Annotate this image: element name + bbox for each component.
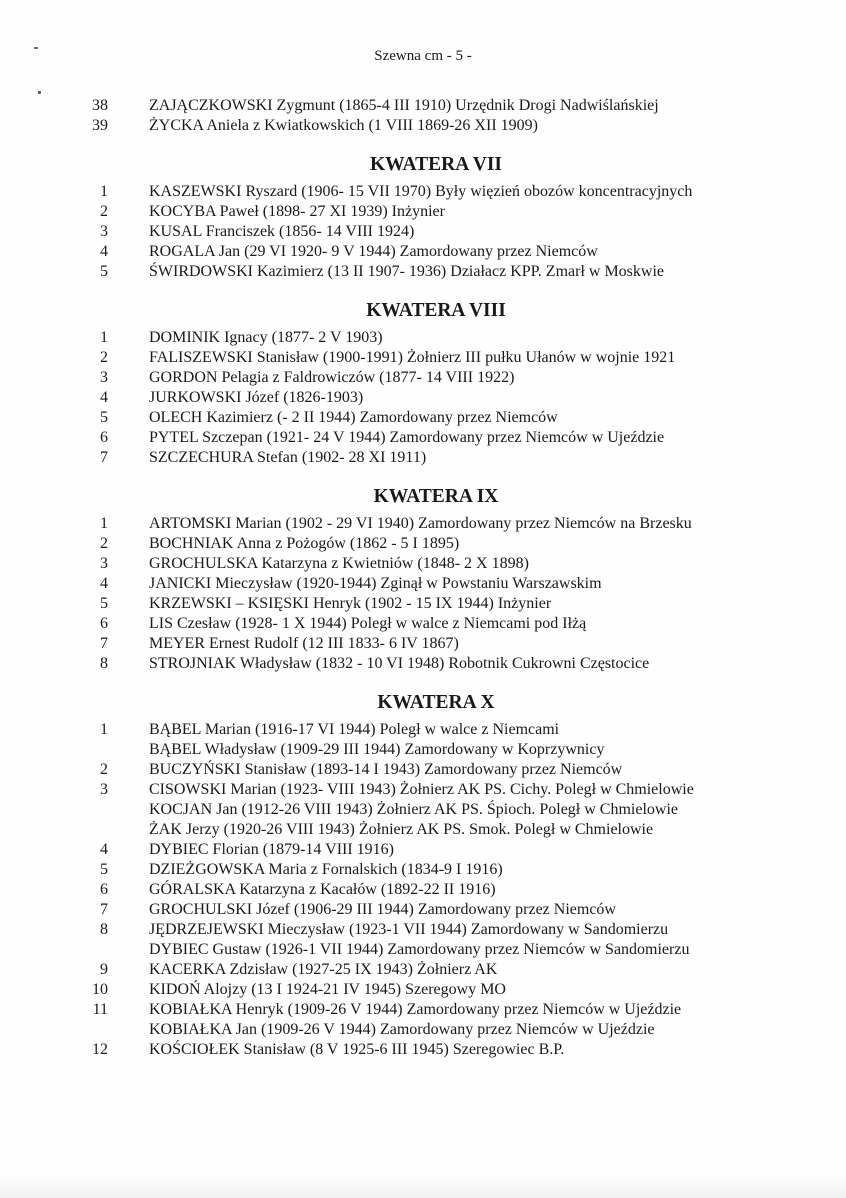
list-item xyxy=(0,262,846,282)
list-item xyxy=(0,348,846,368)
list-item xyxy=(0,800,846,820)
list-item xyxy=(0,634,846,654)
entry-text: ROGALA Jan (29 VI 1920- 9 V 1944) Zamordowany przez Niemców xyxy=(149,243,598,260)
entry-number: 11 xyxy=(92,1001,108,1018)
section-heading: KWATERA VIII xyxy=(366,300,506,321)
entry-text: KUSAL Franciszek (1856- 14 VIII 1924) xyxy=(149,223,415,240)
list-item xyxy=(0,428,846,448)
list-item xyxy=(0,860,846,880)
list-item xyxy=(0,96,846,116)
entry-text: BĄBEL Władysław (1909-29 III 1944) Zamordowany w Koprzywnicy xyxy=(149,741,605,758)
scan-speck xyxy=(38,91,41,94)
list-item xyxy=(0,534,846,554)
entry-number: 8 xyxy=(100,655,108,672)
page-header: Szewna cm - 5 - xyxy=(374,48,472,64)
entry-text: GÓRALSKA Katarzyna z Kacałów (1892-22 II 1916) xyxy=(149,881,496,898)
list-item xyxy=(0,960,846,980)
list-item xyxy=(0,880,846,900)
list-item xyxy=(0,900,846,920)
entry-number: 7 xyxy=(100,635,108,652)
entry-text: GORDON Pelagia z Faldrowiczów (1877- 14 VIII 1922) xyxy=(149,369,515,386)
entry-text: KACERKA Zdzisław (1927-25 IX 1943) Żołnierz AK xyxy=(149,961,498,978)
entry-text: KASZEWSKI Ryszard (1906- 15 VII 1970) Były więzień obozów koncentracyjnych xyxy=(149,183,693,200)
entry-text: BUCZYŃSKI Stanisław (1893-14 I 1943) Zamordowany przez Niemców xyxy=(149,761,623,778)
entry-number: 2 xyxy=(100,535,108,552)
entry-number: 3 xyxy=(100,223,108,240)
section-entries xyxy=(0,328,846,468)
list-item xyxy=(0,614,846,634)
entry-number: 7 xyxy=(100,449,108,466)
section-entries xyxy=(0,182,846,282)
entry-text: GROCHULSKA Katarzyna z Kwietniów (1848- 2 X 1898) xyxy=(149,555,529,572)
entry-text: FALISZEWSKI Stanisław (1900-1991) Żołnierz III pułku Ułanów w wojnie 1921 xyxy=(149,349,676,366)
entry-text: KOCYBA Paweł (1898- 27 XI 1939) Inżynier xyxy=(149,203,445,220)
entry-number: 9 xyxy=(100,961,108,978)
entry-text: ZAJĄCZKOWSKI Zygmunt (1865-4 III 1910) Urzędnik Drogi Nadwiślańskiej xyxy=(149,97,659,114)
section-entries xyxy=(0,514,846,674)
list-item xyxy=(0,920,846,940)
list-item xyxy=(0,840,846,860)
entry-number: 12 xyxy=(92,1041,108,1058)
list-item xyxy=(0,242,846,262)
entry-text: KOŚCIOŁEK Stanisław (8 V 1925-6 III 1945) Szeregowiec B.P. xyxy=(149,1041,565,1058)
list-item xyxy=(0,514,846,534)
list-item xyxy=(0,594,846,614)
entry-number: 2 xyxy=(100,349,108,366)
list-item xyxy=(0,448,846,468)
entry-text: CISOWSKI Marian (1923- VIII 1943) Żołnierz AK PS. Cichy. Poległ w Chmielowie xyxy=(149,781,694,798)
entry-text: ŻYCKA Aniela z Kwiatkowskich (1 VIII 1869-26 XII 1909) xyxy=(149,117,538,134)
entry-text: OLECH Kazimierz (- 2 II 1944) Zamordowany przez Niemców xyxy=(149,409,558,426)
entry-number: 4 xyxy=(100,389,108,406)
entry-text: JURKOWSKI Józef (1826-1903) xyxy=(149,389,364,406)
entry-text: DOMINIK Ignacy (1877- 2 V 1903) xyxy=(149,329,383,346)
list-item xyxy=(0,328,846,348)
list-item xyxy=(0,202,846,222)
list-item xyxy=(0,408,846,428)
entry-text: LIS Czesław (1928- 1 X 1944) Poległ w walce z Niemcami pod Iłżą xyxy=(149,615,587,632)
list-item xyxy=(0,1000,846,1020)
list-item xyxy=(0,1020,846,1040)
list-item xyxy=(0,654,846,674)
entry-number: 5 xyxy=(100,861,108,878)
entry-text: BOCHNIAK Anna z Pożogów (1862 - 5 I 1895) xyxy=(149,535,460,552)
entry-number: 5 xyxy=(100,263,108,280)
entry-number: 3 xyxy=(100,555,108,572)
list-item xyxy=(0,574,846,594)
section-heading: KWATERA VII xyxy=(369,154,503,175)
entry-text: KRZEWSKI – KSIĘSKI Henryk (1902 - 15 IX 1944) Inżynier xyxy=(149,595,552,612)
list-item xyxy=(0,222,846,242)
entry-text: KOCJAN Jan (1912-26 VIII 1943) Żołnierz AK PS. Śpioch. Poległ w Chmielowie xyxy=(149,801,678,818)
entry-number: 1 xyxy=(100,721,108,738)
entry-text: DZIEŻGOWSKA Maria z Fornalskich (1834-9 I 1916) xyxy=(149,861,503,878)
entry-number: 4 xyxy=(100,841,108,858)
entry-text: BĄBEL Marian (1916-17 VI 1944) Poległ w walce z Niemcami xyxy=(149,721,560,738)
entry-text: ŻAK Jerzy (1920-26 VIII 1943) Żołnierz AK PS. Smok. Poległ w Chmielowie xyxy=(149,821,654,838)
list-item xyxy=(0,940,846,960)
entry-text: STROJNIAK Władysław (1832 - 10 VI 1948) Robotnik Cukrowni Częstocice xyxy=(149,655,650,672)
list-item xyxy=(0,780,846,800)
entry-text: ŚWIRDOWSKI Kazimierz (13 II 1907- 1936) Działacz KPP. Zmarł w Moskwie xyxy=(149,263,664,280)
list-item xyxy=(0,116,846,136)
entry-number: 1 xyxy=(100,329,108,346)
section-heading: KWATERA IX xyxy=(373,486,499,507)
scan-edge-shadow xyxy=(0,1174,846,1198)
entry-number: 6 xyxy=(100,429,108,446)
entry-number: 10 xyxy=(92,981,108,998)
section-entries xyxy=(0,720,846,1060)
entry-text: DYBIEC Florian (1879-14 VIII 1916) xyxy=(149,841,395,858)
list-item xyxy=(0,388,846,408)
entry-number: 5 xyxy=(100,409,108,426)
entry-number: 8 xyxy=(100,921,108,938)
list-item xyxy=(0,980,846,1000)
entry-text: JĘDRZEJEWSKI Mieczysław (1923-1 VII 1944) Zamordowany w Sandomierzu xyxy=(149,921,669,938)
entry-number: 6 xyxy=(100,881,108,898)
entry-text: KIDOŃ Alojzy (13 I 1924-21 IV 1945) Szeregowy MO xyxy=(149,981,506,998)
entry-text: KOBIAŁKA Henryk (1909-26 V 1944) Zamordowany przez Niemców w Ujeździe xyxy=(149,1001,682,1018)
entry-number: 38 xyxy=(92,97,108,114)
entry-number: 2 xyxy=(100,203,108,220)
entry-number: 2 xyxy=(100,761,108,778)
list-item xyxy=(0,554,846,574)
section-heading: KWATERA X xyxy=(377,692,495,713)
list-item xyxy=(0,182,846,202)
list-item xyxy=(0,720,846,740)
list-item xyxy=(0,820,846,840)
entry-text: KOBIAŁKA Jan (1909-26 V 1944) Zamordowany przez Niemców w Ujeździe xyxy=(149,1021,655,1038)
entry-text: JANICKI Mieczysław (1920-1944) Zginął w Powstaniu Warszawskim xyxy=(149,575,602,592)
entry-number: 4 xyxy=(100,575,108,592)
entry-text: DYBIEC Gustaw (1926-1 VII 1944) Zamordowany przez Niemców w Sandomierzu xyxy=(149,941,690,958)
entry-number: 3 xyxy=(100,781,108,798)
list-item xyxy=(0,740,846,760)
entry-number: 4 xyxy=(100,243,108,260)
entry-text: MEYER Ernest Rudolf (12 III 1833- 6 IV 1867) xyxy=(149,635,459,652)
entry-text: GROCHULSKI Józef (1906-29 III 1944) Zamordowany przez Niemców xyxy=(149,901,616,918)
section-entries xyxy=(0,96,846,136)
entry-text: SZCZECHURA Stefan (1902- 28 XI 1911) xyxy=(149,449,427,466)
entry-number: 7 xyxy=(100,901,108,918)
list-item xyxy=(0,1040,846,1060)
entry-number: 5 xyxy=(100,595,108,612)
entry-number: 1 xyxy=(100,183,108,200)
entry-number: 39 xyxy=(92,117,108,134)
list-item xyxy=(0,760,846,780)
list-item xyxy=(0,368,846,388)
entry-text: ARTOMSKI Marian (1902 - 29 VI 1940) Zamordowany przez Niemców na Brzesku xyxy=(149,515,692,532)
entry-number: 3 xyxy=(100,369,108,386)
burial-list xyxy=(0,96,846,1060)
entry-number: 6 xyxy=(100,615,108,632)
entry-number: 1 xyxy=(100,515,108,532)
entry-text: PYTEL Szczepan (1921- 24 V 1944) Zamordowany przez Niemców w Ujeździe xyxy=(149,429,665,446)
